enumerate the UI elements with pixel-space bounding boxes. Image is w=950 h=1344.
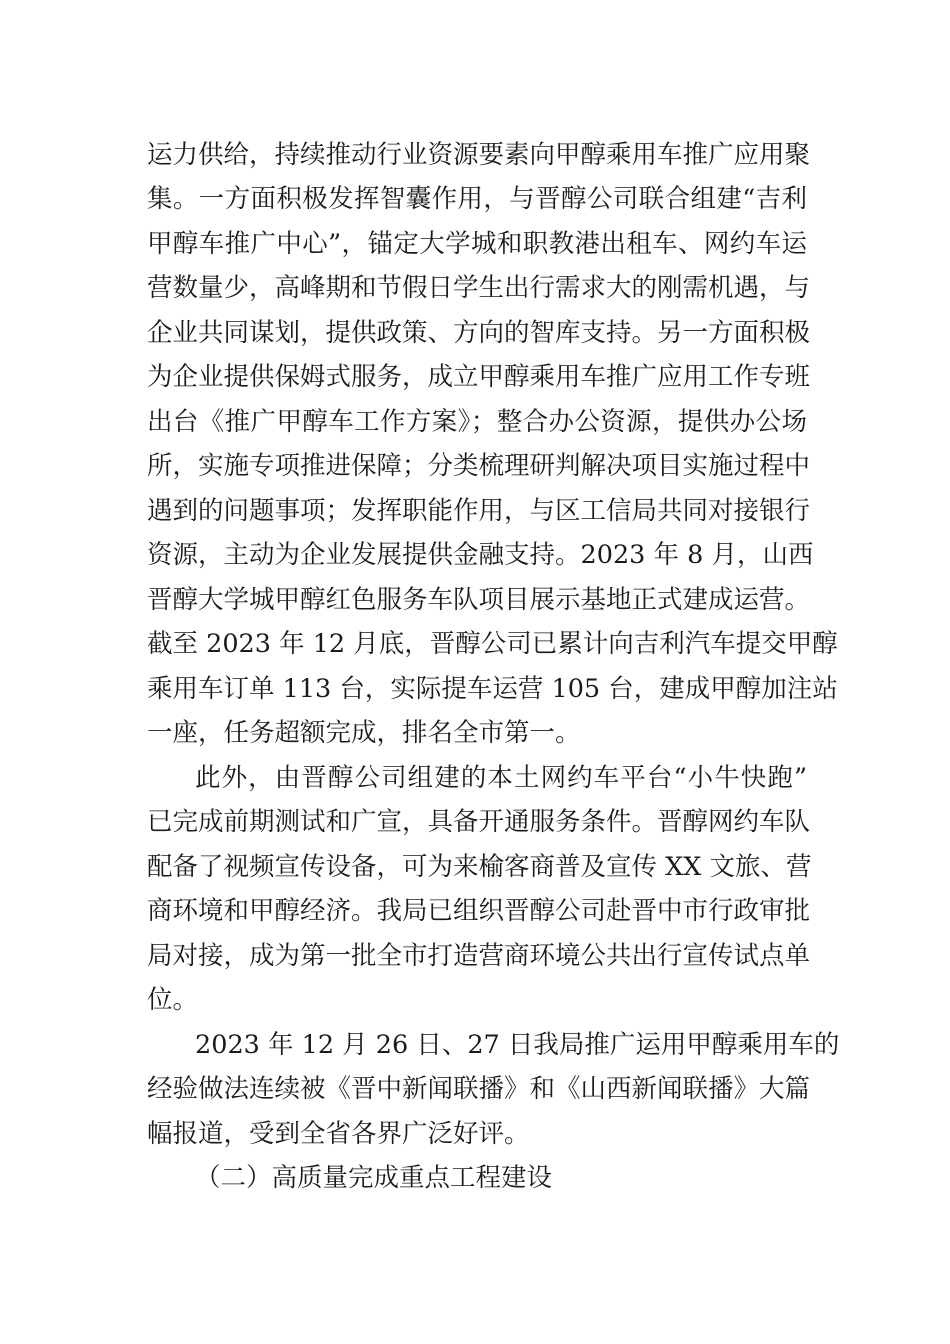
text-line: 已完成前期测试和广宣，具备开通服务条件。晋醇网约车队	[147, 807, 811, 837]
text-line: 此外，由晋醇公司组建的本土网约车平台“小牛快跑”	[195, 763, 807, 793]
text-line: 集。一方面积极发挥智囊作用，与晋醇公司联合组建“吉利	[147, 184, 807, 214]
text-line: 2023 年 12 月 26 日、27 日我局推广运用甲醇乘用车的	[195, 1030, 840, 1060]
text-line: 资源，主动为企业发展提供金融支持。2023 年 8 月，山西	[147, 540, 814, 570]
text-line: 出台《推广甲醇车工作方案》；整合办公资源，提供办公场	[147, 407, 807, 437]
text-line: 位。	[147, 985, 199, 1015]
text-line: 甲醇车推广中心”，锚定大学城和职教港出租车、网约车运	[147, 229, 807, 259]
text-line: 营数量少，高峰期和节假日学生出行需求大的刚需机遇，与	[147, 273, 811, 303]
text-line: 遇到的问题事项；发挥职能作用，与区工信局共同对接银行	[147, 496, 811, 526]
text-line: 商环境和甲醇经济。我局已组织晋醇公司赴晋中市行政审批	[147, 896, 811, 926]
text-line: 幅报道，受到全省各界广泛好评。	[147, 1119, 530, 1149]
text-line: 乘用车订单 113 台，实际提车运营 105 台，建成甲醇加注站	[147, 674, 838, 704]
text-line: 局对接，成为第一批全市打造营商环境公共出行宣传试点单	[147, 941, 811, 971]
section-heading: （二）高质量完成重点工程建设	[195, 1163, 553, 1193]
text-line: 截至 2023 年 12 月底，晋醇公司已累计向吉利汽车提交甲醇	[147, 629, 838, 659]
text-line: 所，实施专项推进保障；分类梳理研判解决项目实施过程中	[147, 451, 811, 481]
text-line: 为企业提供保姆式服务，成立甲醇乘用车推广应用工作专班	[147, 362, 811, 392]
text-line: 一座，任务超额完成，排名全市第一。	[147, 718, 581, 748]
text-line: 经验做法连续被《晋中新闻联播》和《山西新闻联播》大篇	[147, 1074, 811, 1104]
text-line: 运力供给，持续推动行业资源要素向甲醇乘用车推广应用聚	[147, 140, 811, 170]
text-line: 晋醇大学城甲醇红色服务车队项目展示基地正式建成运营。	[147, 585, 811, 615]
text-line: 配备了视频宣传设备，可为来榆客商普及宣传 XX 文旅、营	[147, 852, 812, 882]
text-line: 企业共同谋划，提供政策、方向的智库支持。另一方面积极	[147, 318, 811, 348]
